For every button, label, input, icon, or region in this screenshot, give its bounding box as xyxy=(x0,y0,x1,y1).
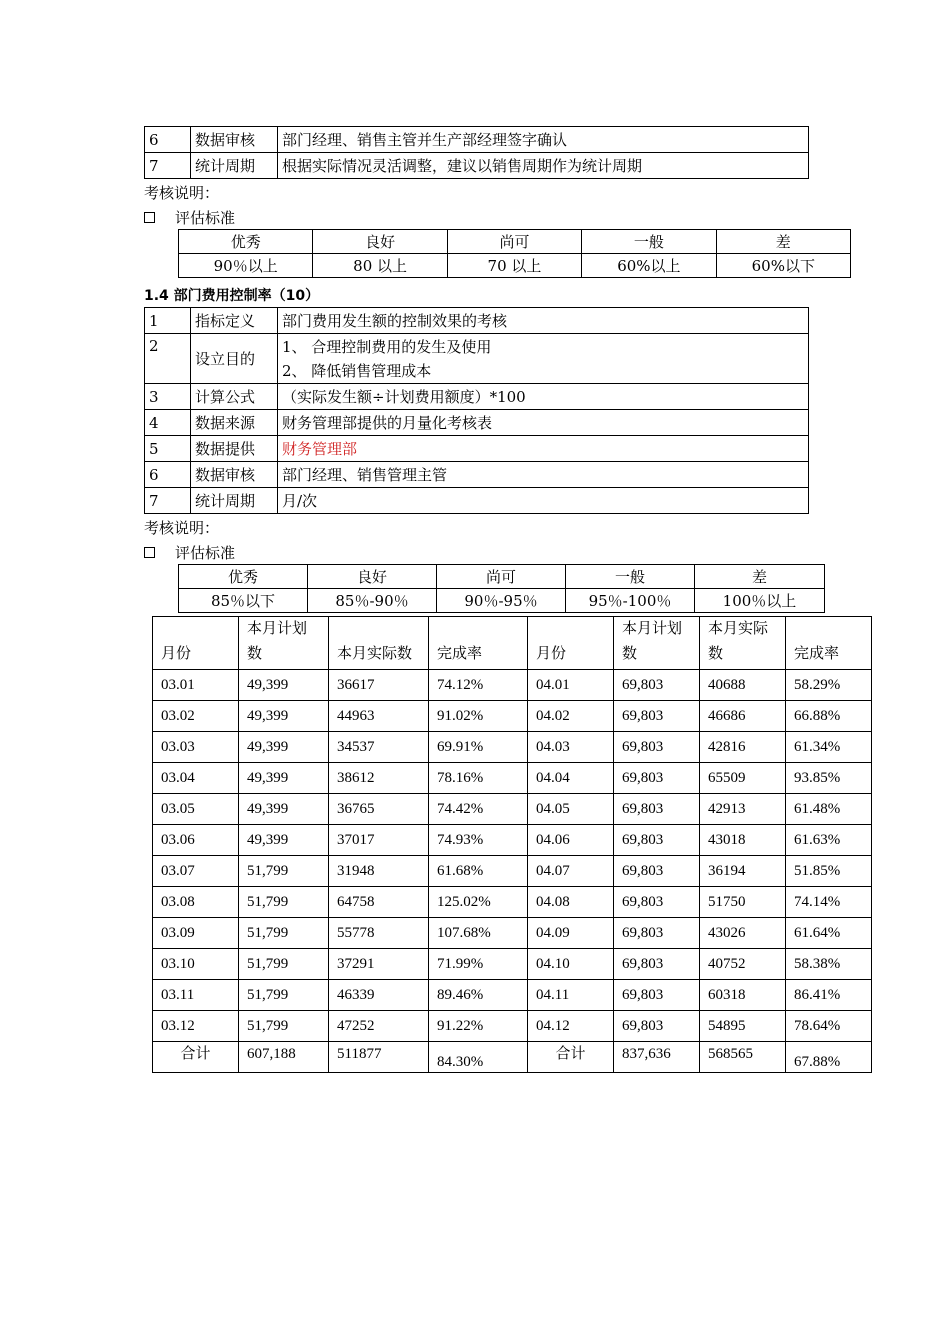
table-cell: 51,799 xyxy=(239,887,329,918)
table-cell: 69,803 xyxy=(614,856,700,887)
table-cell: 58.29% xyxy=(786,670,872,701)
rating-header: 良好 xyxy=(313,230,447,254)
table-cell: 51,799 xyxy=(239,949,329,980)
rating-value: 85％以下 xyxy=(179,589,308,613)
table-cell: 37017 xyxy=(329,825,429,856)
row-content: 部门经理、销售管理主管 xyxy=(278,462,809,488)
table-cell: 04.02 xyxy=(528,701,614,732)
table-cell: 04.08 xyxy=(528,887,614,918)
rating-value: 90％-95％ xyxy=(437,589,566,613)
table-cell: 51.85% xyxy=(786,856,872,887)
row-name: 指标定义 xyxy=(191,308,278,334)
table-cell: 03.04 xyxy=(153,763,239,794)
column-header: 完成率 xyxy=(429,617,528,670)
rating-header: 差 xyxy=(695,565,825,589)
table-cell: 04.01 xyxy=(528,670,614,701)
rating-value: 100％以上 xyxy=(695,589,825,613)
rating-value: 70 以上 xyxy=(447,254,581,278)
row-name: 统计周期 xyxy=(191,153,278,179)
table-cell: 42913 xyxy=(700,794,786,825)
table-cell: 74.12% xyxy=(429,670,528,701)
monthly-data-table xyxy=(152,616,872,1073)
table-cell: 89.46% xyxy=(429,980,528,1011)
rating-table-2 xyxy=(178,564,825,613)
checkbox-bullet-icon xyxy=(144,547,155,558)
table-row xyxy=(145,153,809,179)
table-cell: 69,803 xyxy=(614,794,700,825)
table-cell: 66.88% xyxy=(786,701,872,732)
table-cell: 04.04 xyxy=(528,763,614,794)
table-cell: 69,803 xyxy=(614,887,700,918)
table-cell: 58.38% xyxy=(786,949,872,980)
table-row xyxy=(153,701,872,732)
kpi-table xyxy=(144,307,809,514)
row-name: 数据审核 xyxy=(191,462,278,488)
table-cell: 03.11 xyxy=(153,980,239,1011)
rating-table-1 xyxy=(178,229,851,278)
row-content: 月/次 xyxy=(278,488,809,514)
table-cell: 03.07 xyxy=(153,856,239,887)
rating-value: 95％-100％ xyxy=(566,589,695,613)
criteria-heading xyxy=(144,208,235,228)
total-cell: 607,188 xyxy=(239,1042,329,1073)
table-cell: 40688 xyxy=(700,670,786,701)
rating-header: 差 xyxy=(716,230,850,254)
row-content: 部门费用发生额的控制效果的考核 xyxy=(278,308,809,334)
table-cell: 51,799 xyxy=(239,856,329,887)
table-cell: 69.91% xyxy=(429,732,528,763)
table-cell: 69,803 xyxy=(614,670,700,701)
row-content: （实际发生额÷计划费用额度）*100 xyxy=(278,384,809,410)
total-cell: 837,636 xyxy=(614,1042,700,1073)
table-cell: 31948 xyxy=(329,856,429,887)
purpose-line: 2、 降低销售管理成本 xyxy=(282,361,432,380)
table-row xyxy=(153,670,872,701)
table-cell: 61.64% xyxy=(786,918,872,949)
table-row xyxy=(153,825,872,856)
table-cell: 49,399 xyxy=(239,794,329,825)
total-cell: 合计 xyxy=(528,1042,614,1073)
table-cell: 03.09 xyxy=(153,918,239,949)
criteria-label: 评估标准 xyxy=(175,544,236,562)
table-cell: 74.42% xyxy=(429,794,528,825)
column-header: 月份 xyxy=(153,617,239,670)
table-cell: 49,399 xyxy=(239,701,329,732)
table-cell: 69,803 xyxy=(614,732,700,763)
table-cell: 71.99% xyxy=(429,949,528,980)
table-cell: 54895 xyxy=(700,1011,786,1042)
column-header: 月份 xyxy=(528,617,614,670)
rating-header: 尚可 xyxy=(437,565,566,589)
table-cell: 86.41% xyxy=(786,980,872,1011)
table-cell: 03.03 xyxy=(153,732,239,763)
row-name: 设立目的 xyxy=(191,334,278,384)
table-cell: 74.14% xyxy=(786,887,872,918)
table-cell: 69,803 xyxy=(614,701,700,732)
rating-header: 一般 xyxy=(582,230,716,254)
row-name: 数据来源 xyxy=(191,410,278,436)
rating-header-row xyxy=(179,565,825,589)
column-header: 本月计划数 xyxy=(239,617,329,670)
section-title: 1.4 部门费用控制率（10） xyxy=(144,288,320,304)
table-cell: 55778 xyxy=(329,918,429,949)
table-cell: 46686 xyxy=(700,701,786,732)
row-number: 7 xyxy=(145,153,191,179)
table-cell: 44963 xyxy=(329,701,429,732)
total-cell: 568565 xyxy=(700,1042,786,1073)
table-cell: 69,803 xyxy=(614,1011,700,1042)
table-cell: 51,799 xyxy=(239,918,329,949)
table-cell: 49,399 xyxy=(239,825,329,856)
table-cell: 04.11 xyxy=(528,980,614,1011)
table-row xyxy=(153,949,872,980)
table-cell: 46339 xyxy=(329,980,429,1011)
table-row xyxy=(153,856,872,887)
table-cell: 61.63% xyxy=(786,825,872,856)
row-number: 3 xyxy=(145,384,191,410)
table-row xyxy=(145,127,809,153)
table-cell: 37291 xyxy=(329,949,429,980)
row-number: 2 xyxy=(145,334,191,384)
table-cell: 91.02% xyxy=(429,701,528,732)
row-number: 1 xyxy=(145,308,191,334)
table-row xyxy=(145,462,809,488)
column-header: 完成率 xyxy=(786,617,872,670)
row-content: 部门经理、销售主管并生产部经理签字确认 xyxy=(278,127,809,153)
table-row xyxy=(145,334,809,384)
column-header: 本月实际数 xyxy=(329,617,429,670)
table-cell: 51,799 xyxy=(239,1011,329,1042)
assessment-note: 考核说明： xyxy=(144,519,220,537)
table-row xyxy=(145,384,809,410)
table-row xyxy=(153,980,872,1011)
table-cell: 04.07 xyxy=(528,856,614,887)
table-cell: 125.02% xyxy=(429,887,528,918)
rating-header: 优秀 xyxy=(179,230,313,254)
table-row xyxy=(153,794,872,825)
table-cell: 93.85% xyxy=(786,763,872,794)
table-cell: 03.02 xyxy=(153,701,239,732)
table-cell: 42816 xyxy=(700,732,786,763)
table-cell: 43018 xyxy=(700,825,786,856)
row-number: 7 xyxy=(145,488,191,514)
rating-value: 85％-90％ xyxy=(308,589,437,613)
table-cell: 04.12 xyxy=(528,1011,614,1042)
rating-header: 尚可 xyxy=(447,230,581,254)
assessment-note: 考核说明： xyxy=(144,184,220,202)
table-cell: 36617 xyxy=(329,670,429,701)
criteria-heading xyxy=(144,543,235,563)
table-row xyxy=(145,308,809,334)
row-content: 财务管理部提供的月量化考核表 xyxy=(278,410,809,436)
table-cell: 69,803 xyxy=(614,918,700,949)
table-row xyxy=(145,488,809,514)
table-cell: 61.34% xyxy=(786,732,872,763)
top-info-table xyxy=(144,126,809,179)
table-cell: 69,803 xyxy=(614,825,700,856)
row-content: 根据实际情况灵活调整，建议以销售周期作为统计周期 xyxy=(278,153,809,179)
rating-value: 60%以下 xyxy=(716,254,850,278)
table-cell: 65509 xyxy=(700,763,786,794)
rating-header: 一般 xyxy=(566,565,695,589)
table-cell: 03.08 xyxy=(153,887,239,918)
rating-value-row xyxy=(179,254,851,278)
table-cell: 61.48% xyxy=(786,794,872,825)
table-cell: 03.10 xyxy=(153,949,239,980)
total-cell: 合计 xyxy=(153,1042,239,1073)
row-content xyxy=(278,334,809,384)
table-cell: 03.01 xyxy=(153,670,239,701)
table-cell: 69,803 xyxy=(614,949,700,980)
table-header-row xyxy=(153,617,872,670)
rating-value-row xyxy=(179,589,825,613)
table-cell: 38612 xyxy=(329,763,429,794)
column-header: 本月实际数 xyxy=(700,617,786,670)
row-name: 计算公式 xyxy=(191,384,278,410)
row-number: 6 xyxy=(145,462,191,488)
table-cell: 04.05 xyxy=(528,794,614,825)
total-cell: 67.88% xyxy=(786,1042,872,1073)
table-cell: 49,399 xyxy=(239,732,329,763)
table-row xyxy=(153,887,872,918)
table-cell: 69,803 xyxy=(614,763,700,794)
table-cell: 36194 xyxy=(700,856,786,887)
total-row xyxy=(153,1042,872,1073)
table-cell: 04.06 xyxy=(528,825,614,856)
table-cell: 36765 xyxy=(329,794,429,825)
table-cell: 107.68% xyxy=(429,918,528,949)
criteria-label: 评估标准 xyxy=(175,209,236,227)
rating-value: 60%以上 xyxy=(582,254,716,278)
total-cell: 511877 xyxy=(329,1042,429,1073)
table-cell: 03.12 xyxy=(153,1011,239,1042)
table-cell: 03.06 xyxy=(153,825,239,856)
rating-header-row xyxy=(179,230,851,254)
table-cell: 04.09 xyxy=(528,918,614,949)
table-cell: 03.05 xyxy=(153,794,239,825)
table-row xyxy=(153,918,872,949)
row-name: 数据提供 xyxy=(191,436,278,462)
row-number: 4 xyxy=(145,410,191,436)
table-cell: 51,799 xyxy=(239,980,329,1011)
table-row xyxy=(153,1011,872,1042)
rating-header: 优秀 xyxy=(179,565,308,589)
rating-value: 90％以上 xyxy=(179,254,313,278)
table-cell: 34537 xyxy=(329,732,429,763)
table-cell: 51750 xyxy=(700,887,786,918)
total-cell: 84.30% xyxy=(429,1042,528,1073)
table-cell: 60318 xyxy=(700,980,786,1011)
row-number: 5 xyxy=(145,436,191,462)
table-cell: 40752 xyxy=(700,949,786,980)
table-cell: 74.93% xyxy=(429,825,528,856)
row-content: 财务管理部 xyxy=(278,436,809,462)
table-cell: 61.68% xyxy=(429,856,528,887)
rating-header: 良好 xyxy=(308,565,437,589)
rating-value: 80 以上 xyxy=(313,254,447,278)
table-row xyxy=(145,410,809,436)
table-cell: 78.64% xyxy=(786,1011,872,1042)
table-cell: 78.16% xyxy=(429,763,528,794)
checkbox-bullet-icon xyxy=(144,212,155,223)
table-cell: 69,803 xyxy=(614,980,700,1011)
table-row xyxy=(153,732,872,763)
row-number: 6 xyxy=(145,127,191,153)
purpose-line: 1、 合理控制费用的发生及使用 xyxy=(282,337,492,356)
table-cell: 49,399 xyxy=(239,763,329,794)
table-cell: 04.03 xyxy=(528,732,614,763)
table-cell: 64758 xyxy=(329,887,429,918)
row-name: 数据审核 xyxy=(191,127,278,153)
column-header: 本月计划数 xyxy=(614,617,700,670)
table-row xyxy=(145,436,809,462)
table-row xyxy=(153,763,872,794)
row-name: 统计周期 xyxy=(191,488,278,514)
table-cell: 47252 xyxy=(329,1011,429,1042)
table-cell: 04.10 xyxy=(528,949,614,980)
table-cell: 49,399 xyxy=(239,670,329,701)
table-cell: 91.22% xyxy=(429,1011,528,1042)
table-cell: 43026 xyxy=(700,918,786,949)
